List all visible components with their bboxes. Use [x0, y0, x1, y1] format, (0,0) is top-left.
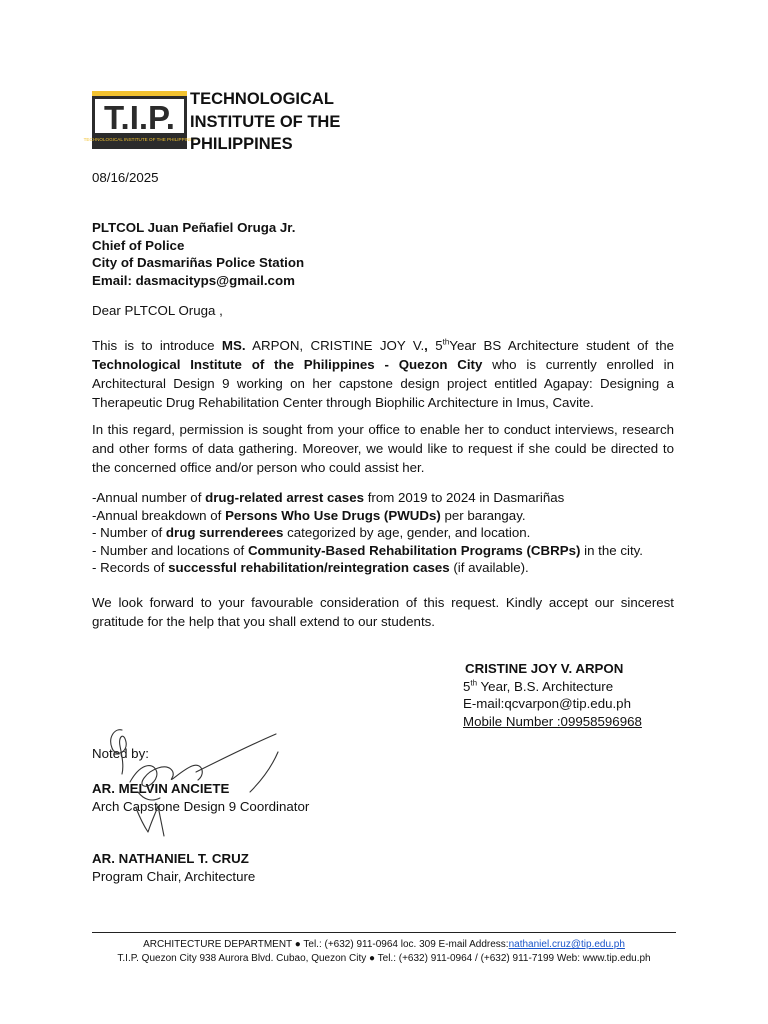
recipient-email: Email: dasmacityps@gmail.com — [92, 272, 295, 288]
permission-paragraph: In this regard, permission is sought from your office to enable her to conduct interviews, research and other forms of data gathering. Moreover, we would like to request if she could be directed to the concerned office and/or person who could assist her. — [92, 422, 674, 475]
coordinator-name: AR. MELVIN ANCIETE — [92, 781, 230, 796]
chair-name: AR. NATHANIEL T. CRUZ — [92, 851, 249, 866]
closing-paragraph: We look forward to your favourable consideration of this request. Kindly accept our sincerest gratitude for the help that you shall extend to our students. — [92, 595, 674, 629]
sender-year: 5th Year, B.S. Architecture — [463, 678, 614, 694]
coordinator-title: Arch Capstone Design 9 Coordinator — [92, 798, 310, 814]
handwritten-signature — [100, 722, 285, 847]
recipient-address — [92, 219, 304, 289]
list-item: -Annual breakdown of Persons Who Use Drugs (PWUDs) per barangay. — [92, 507, 526, 523]
institution-name-line1: TECHNOLOGICAL — [190, 90, 334, 108]
list-item: - Number and locations of Community-Based Rehabilitation Programs (CBRPs) in the city. — [92, 542, 643, 558]
list-item: - Number of drug surrenderees categorized by age, gender, and location. — [92, 525, 531, 540]
sender-name: CRISTINE JOY V. ARPON — [465, 661, 624, 676]
list-item: - Records of successful rehabilitation/reintegration cases (if available). — [92, 560, 529, 575]
logo-caption: TECHNOLOGICAL INSTITUTE OF THE PHILIPPINES — [83, 137, 196, 142]
institution-name — [190, 88, 340, 156]
tip-logo — [83, 91, 196, 149]
footer-divider — [92, 932, 676, 933]
chair-title: Program Chair, Architecture — [92, 868, 256, 884]
list-item: -Annual number of drug-related arrest cases from 2019 to 2024 in Dasmariñas — [92, 490, 565, 505]
recipient-name: PLTCOL Juan Peñafiel Oruga Jr. — [92, 220, 296, 235]
footer-line1: ARCHITECTURE DEPARTMENT ● Tel.: (+632) 911-0964 loc. 309 E-mail Address:nathaniel.cruz@tip.edu.ph — [143, 939, 625, 950]
logo-letters: T.I.P. — [104, 99, 175, 136]
request-list — [92, 489, 643, 577]
letter-date: 08/16/2025 — [92, 170, 159, 185]
chair-block — [92, 850, 255, 885]
noted-by-label: Noted by: — [92, 746, 149, 761]
footer-email-link[interactable]: nathaniel.cruz@tip.edu.ph — [508, 939, 625, 950]
sender-block — [463, 660, 642, 730]
intro-paragraph: This is to introduce MS. ARPON, CRISTINE JOY V., 5thYear BS Architecture student of the Technological Institute of the Philippines - Quezon City who is currently enrolled in Architectural Design 9 working on her capstone design project entitled Agapay: Designing a Therapeutic Drug Rehabilitation Center through Biophilic Architecture in Imus, Cavite. — [92, 337, 675, 410]
sender-email: E-mail:qcvarpon@tip.edu.ph — [463, 696, 631, 711]
footer-line2: T.I.P. Quezon City 938 Aurora Blvd. Cubao, Quezon City ● Tel.: (+632) 911-0964 / (+632) 911-7199 Web: www.tip.edu.ph — [117, 953, 651, 964]
recipient-title: Chief of Police — [92, 237, 185, 253]
salutation: Dear PLTCOL Oruga , — [92, 303, 223, 318]
recipient-office: City of Dasmariñas Police Station — [92, 255, 305, 270]
institution-name-line3: PHILIPPINES — [190, 135, 293, 153]
footer — [92, 938, 676, 966]
institution-name-line2: INSTITUTE OF THE — [190, 112, 341, 131]
sender-mobile: Mobile Number :09958596968 — [463, 713, 642, 729]
school-name: Technological Institute of the Philippines - Quezon City — [92, 357, 483, 372]
